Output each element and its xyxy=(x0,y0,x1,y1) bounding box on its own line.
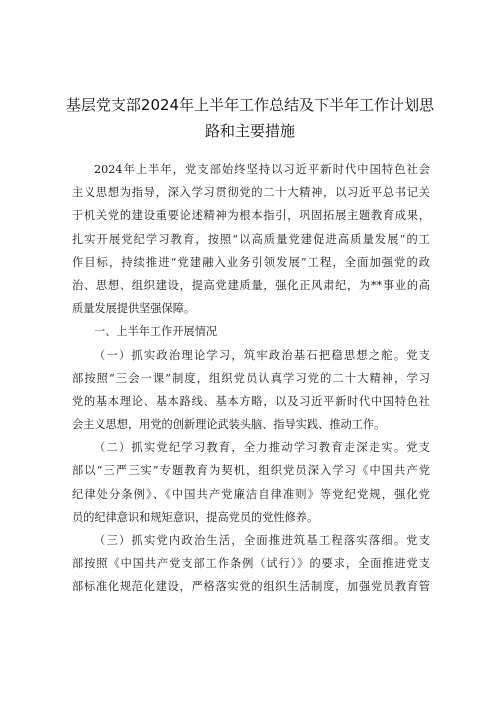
text-line: 治、思想、组织建设，提高党建质量，强化正风肃纪，为**事业的高 xyxy=(72,278,430,292)
text-line: 作目标，持续推进“党建融入业务引领发展”工程，全面加强党的政 xyxy=(72,255,430,269)
section-heading xyxy=(72,320,430,343)
text-line: 部以“三严三实”专题教育为契机，组织党员深入学习《中国共产党 xyxy=(72,464,430,478)
text-line: （一）抓实政治理论学习，筑牢政治基石把稳思想之舵。党支 xyxy=(94,348,430,362)
text-line: 党的基本理论、基本路线、基本方略，以及习近平新时代中国特色社 xyxy=(72,394,430,408)
paragraph-item-2 xyxy=(72,436,430,529)
text-line: 员的纪律意识和规矩意识，提高党员的党性修养。 xyxy=(72,510,319,524)
title-line-2: 路和主要措施 xyxy=(204,122,295,140)
paragraph-intro xyxy=(72,158,430,320)
document-title xyxy=(60,92,440,144)
paragraph-item-3 xyxy=(72,529,430,599)
text-line: 会主义思想，用党的创新理论武装头脑、指导实践、推动工作。 xyxy=(72,418,386,432)
text-line: 纪律处分条例》、《中国共产党廉洁自律准则》等党纪党规，强化党 xyxy=(72,487,430,501)
text-line: 于机关党的建设重要论述精神为根本指引，巩固拓展主题教育成果， xyxy=(72,209,430,223)
title-line-1: 基层党支部2024年上半年工作总结及下半年工作计划思 xyxy=(65,96,435,114)
text-line: 部标准化规范化建设，严格落实党的组织生活制度，加强党员教育管 xyxy=(72,580,430,594)
text-line: （二）抓实党纪学习教育，全力推动学习教育走深走实。党支 xyxy=(94,441,430,455)
text-line: 部按照《中国共产党支部工作条例（试行）》的要求，全面推进党支 xyxy=(72,557,430,571)
text-line: 主义思想为指导，深入学习贯彻党的二十大精神，以习近平总书记关 xyxy=(72,186,430,200)
paragraph-item-1 xyxy=(72,344,430,437)
text-line: 部按照“三会一课”制度，组织党员认真学习党的二十大精神，学习 xyxy=(72,371,430,385)
text-line: 扎实开展党纪学习教育，按照“以高质量党建促进高质量发展”的工 xyxy=(72,232,430,246)
heading-text: 一、上半年工作开展情况 xyxy=(94,325,218,339)
text-line: 质量发展提供坚强保障。 xyxy=(72,302,196,316)
document-body xyxy=(72,158,430,599)
text-line: （三）抓实党内政治生活，全面推进筑基工程落实落细。党支 xyxy=(94,534,430,547)
text-line: 2024年上半年，党支部始终坚持以习近平新时代中国特色社会 xyxy=(94,163,430,176)
